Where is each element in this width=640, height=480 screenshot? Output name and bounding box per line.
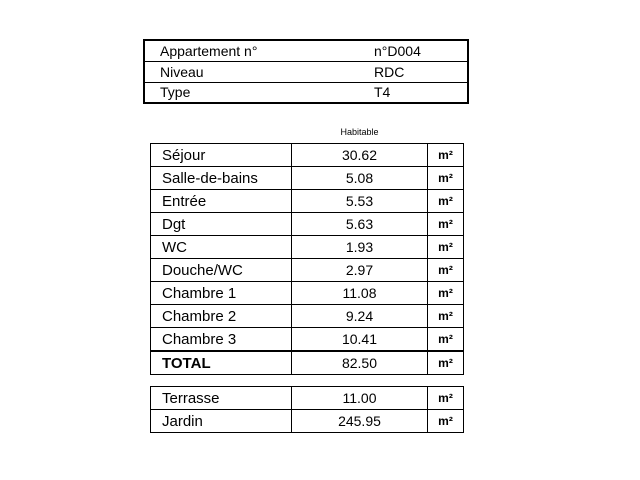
room-name: WC bbox=[151, 236, 292, 259]
area-unit: m² bbox=[428, 305, 464, 328]
room-area: 5.53 bbox=[292, 190, 428, 213]
table-row bbox=[151, 213, 464, 236]
table-row bbox=[151, 167, 464, 190]
info-label: Niveau bbox=[144, 61, 352, 82]
room-area: 5.08 bbox=[292, 167, 428, 190]
room-area: 30.62 bbox=[292, 144, 428, 167]
area-unit: m² bbox=[428, 351, 464, 375]
info-value: T4 bbox=[352, 82, 468, 103]
room-area: 1.93 bbox=[292, 236, 428, 259]
room-name: Séjour bbox=[151, 144, 292, 167]
table-row bbox=[151, 236, 464, 259]
info-row-level bbox=[144, 61, 468, 82]
info-row-apartment bbox=[144, 40, 468, 61]
table-row bbox=[151, 144, 464, 167]
area-unit: m² bbox=[428, 213, 464, 236]
area-unit: m² bbox=[428, 282, 464, 305]
room-name: Dgt bbox=[151, 213, 292, 236]
table-row bbox=[151, 282, 464, 305]
room-name: Entrée bbox=[151, 190, 292, 213]
exterior-area: 11.00 bbox=[292, 387, 428, 410]
room-name: Salle-de-bains bbox=[151, 167, 292, 190]
area-unit: m² bbox=[428, 167, 464, 190]
table-row bbox=[151, 259, 464, 282]
exterior-area: 245.95 bbox=[292, 410, 428, 433]
table-row bbox=[151, 190, 464, 213]
table-row bbox=[151, 305, 464, 328]
room-area: 9.24 bbox=[292, 305, 428, 328]
area-unit: m² bbox=[428, 410, 464, 433]
room-area: 5.63 bbox=[292, 213, 428, 236]
room-area: 11.08 bbox=[292, 282, 428, 305]
table-row bbox=[151, 387, 464, 410]
room-name: Chambre 1 bbox=[151, 282, 292, 305]
area-unit: m² bbox=[428, 190, 464, 213]
rooms-area-table bbox=[150, 143, 464, 375]
info-label: Appartement n° bbox=[144, 40, 352, 61]
apartment-info-table bbox=[143, 39, 469, 104]
habitable-column-header: Habitable bbox=[340, 127, 379, 137]
area-unit: m² bbox=[428, 328, 464, 352]
area-unit: m² bbox=[428, 236, 464, 259]
room-name: Chambre 2 bbox=[151, 305, 292, 328]
total-label: TOTAL bbox=[151, 351, 292, 375]
room-name: Chambre 3 bbox=[151, 328, 292, 352]
exterior-area-table bbox=[150, 386, 464, 433]
room-name: Douche/WC bbox=[151, 259, 292, 282]
table-row bbox=[151, 328, 464, 352]
area-unit: m² bbox=[428, 387, 464, 410]
info-row-type bbox=[144, 82, 468, 103]
total-area: 82.50 bbox=[292, 351, 428, 375]
exterior-name: Terrasse bbox=[151, 387, 292, 410]
total-row bbox=[151, 351, 464, 375]
info-value: n°D004 bbox=[352, 40, 468, 61]
room-area: 2.97 bbox=[292, 259, 428, 282]
table-row bbox=[151, 410, 464, 433]
area-unit: m² bbox=[428, 259, 464, 282]
area-unit: m² bbox=[428, 144, 464, 167]
room-area: 10.41 bbox=[292, 328, 428, 352]
exterior-name: Jardin bbox=[151, 410, 292, 433]
info-value: RDC bbox=[352, 61, 468, 82]
info-label: Type bbox=[144, 82, 352, 103]
